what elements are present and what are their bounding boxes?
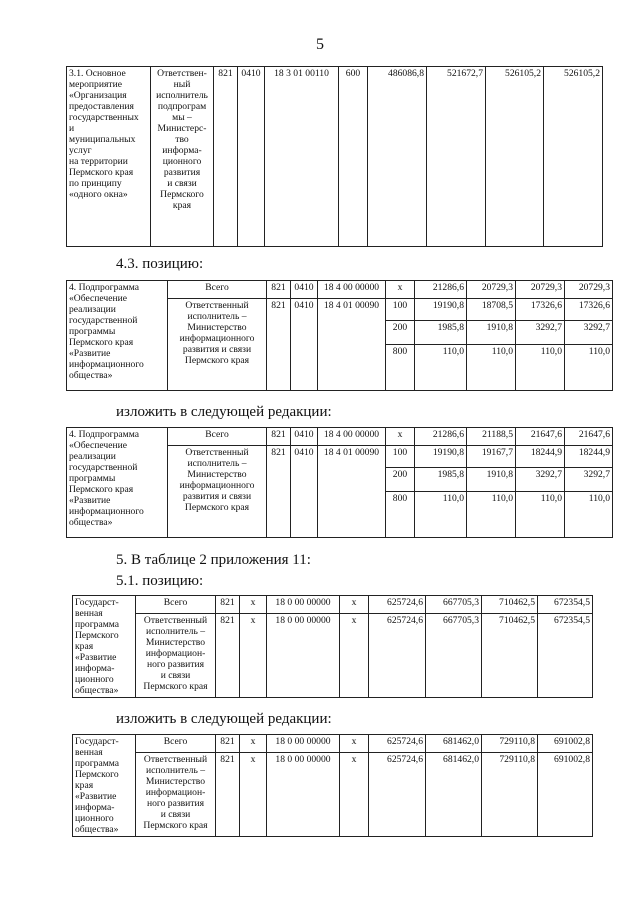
value-cell: 3292,7 xyxy=(516,468,565,492)
value-cell: 110,0 xyxy=(516,345,565,391)
value-cell: 20729,3 xyxy=(467,281,516,299)
code-cell: 100 xyxy=(386,299,415,321)
value-cell: 1910,8 xyxy=(467,321,516,345)
value-cell: 19167,7 xyxy=(467,446,516,468)
total-label: Всего xyxy=(168,281,267,299)
value-cell: 681462,0 xyxy=(426,753,482,837)
value-cell: 526105,2 xyxy=(486,67,544,247)
value-cell: 17326,6 xyxy=(516,299,565,321)
value-cell: 110,0 xyxy=(467,345,516,391)
value-cell: 521672,7 xyxy=(427,67,486,247)
page-number: 5 xyxy=(316,36,324,53)
value-cell: 19190,8 xyxy=(415,446,467,468)
code-cell: 0410 xyxy=(291,299,318,391)
table-4-3-new xyxy=(66,427,613,538)
total-label: Всего xyxy=(136,735,216,753)
value-cell: 710462,5 xyxy=(482,596,538,614)
code-cell: 821 xyxy=(216,753,240,837)
value-cell: 18244,9 xyxy=(565,446,613,468)
value-cell: 1910,8 xyxy=(467,468,516,492)
responsible-executor: Ответственный исполнитель – Министерство информацион- ного развития и связи Пермского края xyxy=(136,614,216,698)
table-row xyxy=(73,735,593,753)
table-row xyxy=(67,428,613,446)
value-cell: 729110,8 xyxy=(482,735,538,753)
code-cell: 0410 xyxy=(291,428,318,446)
table-4-3-old xyxy=(66,280,613,391)
code-cell: 821 xyxy=(216,596,240,614)
heading-4-3: 4.3. позицию: xyxy=(116,256,204,272)
code-cell: 0410 xyxy=(291,281,318,299)
code-cell: 18 3 01 00110 xyxy=(265,67,339,247)
heading-5-1: 5.1. позицию: xyxy=(116,573,204,589)
code-cell: 0410 xyxy=(238,67,265,247)
value-cell: 681462,0 xyxy=(426,735,482,753)
table-3-1 xyxy=(66,66,603,247)
table-row xyxy=(73,614,593,698)
responsible-executor: Ответствен- ный исполнитель подпрограм мы – Министерс- тво информа- ционного развития и связи Пермского края xyxy=(151,67,214,247)
table-row xyxy=(73,753,593,837)
value-cell: 19190,8 xyxy=(415,299,467,321)
code-cell: x xyxy=(240,735,267,753)
code-cell: x xyxy=(386,428,415,446)
value-cell: 1985,8 xyxy=(415,321,467,345)
code-cell: 18 0 00 00000 xyxy=(267,735,340,753)
code-cell: 800 xyxy=(386,492,415,538)
value-cell: 20729,3 xyxy=(516,281,565,299)
value-cell: 110,0 xyxy=(415,492,467,538)
value-cell: 625724,6 xyxy=(369,735,426,753)
value-cell: 1985,8 xyxy=(415,468,467,492)
value-cell: 667705,3 xyxy=(426,596,482,614)
responsible-executor: Ответственный исполнитель – Министерство информационного развития и связи Пермского края xyxy=(168,299,267,391)
value-cell: 691002,8 xyxy=(538,735,593,753)
responsible-executor: Ответственный исполнитель – Министерство информацион- ного развития и связи Пермского края xyxy=(136,753,216,837)
program-name: 4. Подпрограмма «Обеспечение реализации государственной программы Пермского края «Развитие информационного общества» xyxy=(67,428,168,538)
value-cell: 110,0 xyxy=(565,492,613,538)
value-cell: 21188,5 xyxy=(467,428,516,446)
value-cell: 672354,5 xyxy=(538,596,593,614)
program-name: Государст- венная программа Пермского края «Развитие информа- ционного общества» xyxy=(73,735,136,837)
value-cell: 672354,5 xyxy=(538,614,593,698)
code-cell: x xyxy=(240,596,267,614)
code-cell: 821 xyxy=(216,614,240,698)
code-cell: x xyxy=(386,281,415,299)
code-cell: 200 xyxy=(386,468,415,492)
value-cell: 17326,6 xyxy=(565,299,613,321)
value-cell: 625724,6 xyxy=(369,614,426,698)
value-cell: 20729,3 xyxy=(565,281,613,299)
value-cell: 110,0 xyxy=(565,345,613,391)
table-5-1-new xyxy=(72,734,593,837)
code-cell: x xyxy=(340,614,369,698)
program-name: Государст- венная программа Пермского края «Развитие информа- ционного общества» xyxy=(73,596,136,698)
value-cell: 110,0 xyxy=(415,345,467,391)
code-cell: 18 4 00 00000 xyxy=(318,428,386,446)
table-row xyxy=(67,67,603,247)
table-row xyxy=(67,281,613,299)
code-cell: x xyxy=(340,596,369,614)
heading-5: 5. В таблице 2 приложения 11: xyxy=(116,552,311,568)
code-cell: 18 0 00 00000 xyxy=(267,596,340,614)
value-cell: 18708,5 xyxy=(467,299,516,321)
code-cell: 0410 xyxy=(291,446,318,538)
value-cell: 710462,5 xyxy=(482,614,538,698)
code-cell: 18 0 00 00000 xyxy=(267,614,340,698)
program-name: 3.1. Основное мероприятие «Организация предоставления государственных и муниципальных услуг на территории Пермского края по принципу «одного окна» xyxy=(67,67,151,247)
code-cell: 821 xyxy=(267,299,291,391)
code-cell: 821 xyxy=(267,281,291,299)
code-cell: 600 xyxy=(339,67,368,247)
code-cell: x xyxy=(340,735,369,753)
value-cell: 3292,7 xyxy=(516,321,565,345)
code-cell: 18 0 00 00000 xyxy=(267,753,340,837)
code-cell: 821 xyxy=(216,735,240,753)
value-cell: 729110,8 xyxy=(482,753,538,837)
code-cell: 821 xyxy=(214,67,238,247)
code-cell: x xyxy=(240,614,267,698)
code-cell: 100 xyxy=(386,446,415,468)
table-row xyxy=(73,596,593,614)
value-cell: 18244,9 xyxy=(516,446,565,468)
program-name: 4. Подпрограмма «Обеспечение реализации государственной программы Пермского края «Развитие информационного общества» xyxy=(67,281,168,391)
value-cell: 526105,2 xyxy=(544,67,603,247)
value-cell: 3292,7 xyxy=(565,321,613,345)
value-cell: 625724,6 xyxy=(369,596,426,614)
code-cell: 200 xyxy=(386,321,415,345)
value-cell: 625724,6 xyxy=(369,753,426,837)
value-cell: 110,0 xyxy=(467,492,516,538)
code-cell: 18 4 01 00090 xyxy=(318,299,386,391)
code-cell: 18 4 00 00000 xyxy=(318,281,386,299)
total-label: Всего xyxy=(136,596,216,614)
heading-4-3-new: изложить в следующей редакции: xyxy=(116,404,332,420)
code-cell: 821 xyxy=(267,446,291,538)
code-cell: x xyxy=(340,753,369,837)
code-cell: 800 xyxy=(386,345,415,391)
value-cell: 21286,6 xyxy=(415,281,467,299)
table-5-1-old xyxy=(72,595,593,698)
value-cell: 3292,7 xyxy=(565,468,613,492)
value-cell: 21286,6 xyxy=(415,428,467,446)
responsible-executor: Ответственный исполнитель – Министерство информационного развития и связи Пермского края xyxy=(168,446,267,538)
total-label: Всего xyxy=(168,428,267,446)
code-cell: 18 4 01 00090 xyxy=(318,446,386,538)
value-cell: 21647,6 xyxy=(565,428,613,446)
code-cell: 821 xyxy=(267,428,291,446)
value-cell: 667705,3 xyxy=(426,614,482,698)
value-cell: 110,0 xyxy=(516,492,565,538)
code-cell: x xyxy=(240,753,267,837)
heading-5-1-new: изложить в следующей редакции: xyxy=(116,711,332,727)
value-cell: 691002,8 xyxy=(538,753,593,837)
value-cell: 21647,6 xyxy=(516,428,565,446)
value-cell: 486086,8 xyxy=(368,67,427,247)
